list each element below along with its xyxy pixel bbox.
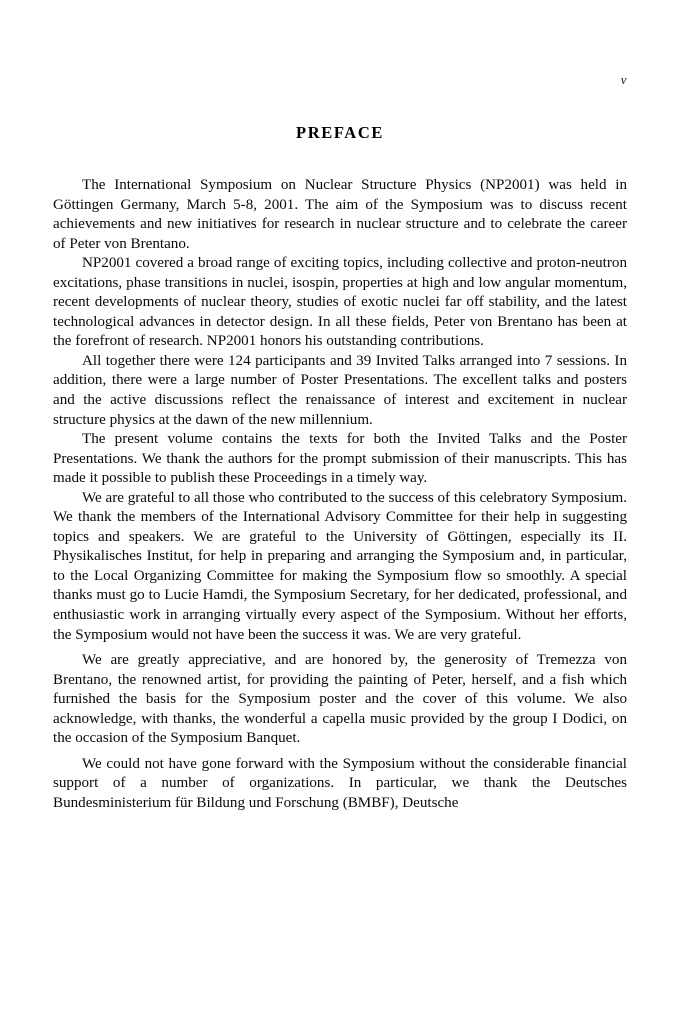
paragraph-statistics: All together there were 124 participants and 39 Invited Talks arranged into 7 sessions. In addition, there were a large number of Poster Presentations. The excellent talks and posters and the active discussions reflect the renaissance of interest and excitement in nuclear structure physics at the dawn of the new millennium.	[53, 352, 627, 428]
page-number: v	[620, 72, 627, 87]
paragraph-intro: The International Symposium on Nuclear Structure Physics (NP2001) was held in Göttingen Germany, March 5-8, 2001. The aim of the Symposium was to discuss recent achievements and new initiatives for research in nuclear structure and to celebrate the career of Peter von Brentano.	[53, 177, 627, 252]
body-text	[53, 176, 627, 814]
paragraph-volume-contents: The present volume contains the texts for both the Invited Talks and the Poster Presentations. We thank the authors for the prompt submission of their manuscripts. This has made it possible to publish these Proceedings in a timely way.	[53, 431, 627, 487]
page-title: PREFACE	[296, 123, 384, 143]
paragraph-artist-and-music: We are greatly appreciative, and are honored by, the generosity of Tremezza von Brentano, the renowned artist, for providing the painting of Peter, herself, and a fish which furnished the basis for the Symposium poster and the cover of this volume. We also acknowledge, with thanks, the wonderful a capella music provided by the group I Dodici, on the occasion of the Symposium Banquet.	[53, 652, 627, 747]
paragraph-funding: We could not have gone forward with the Symposium without the considerable financial support of a number of organizations. In particular, we thank the Deutsches Bundesministerium für Bildung und Forschung (BMBF), Deutsche	[53, 755, 627, 811]
paragraph-topics: NP2001 covered a broad range of exciting topics, including collective and proton-neutron excitations, phase transitions in nuclei, isospin, properties at high and low angular momentum, recent developments of nuclear theory, studies of exotic nuclei far off stability, and the latest technological advances in detector design. In all these fields, Peter von Brentano has been at the forefront of research. NP2001 honors his outstanding contributions.	[53, 255, 627, 350]
paragraph-acknowledgements: We are grateful to all those who contributed to the success of this celebratory Symposium. We thank the members of the International Advisory Committee for their help in suggesting topics and speakers. We are grateful to the University of Göttingen, especially its II. Physikalisches Institut, for help in preparing and arranging the Symposium and, in particular, to the Local Organizing Committee for making the Symposium flow so smoothly. A special thanks must go to Lucie Hamdi, the Symposium Secretary, for her dedicated, professional, and enthusiastic work in arranging virtually every aspect of the Symposium. Without her efforts, the Symposium would not have been the success it was. We are very grateful.	[53, 489, 627, 643]
